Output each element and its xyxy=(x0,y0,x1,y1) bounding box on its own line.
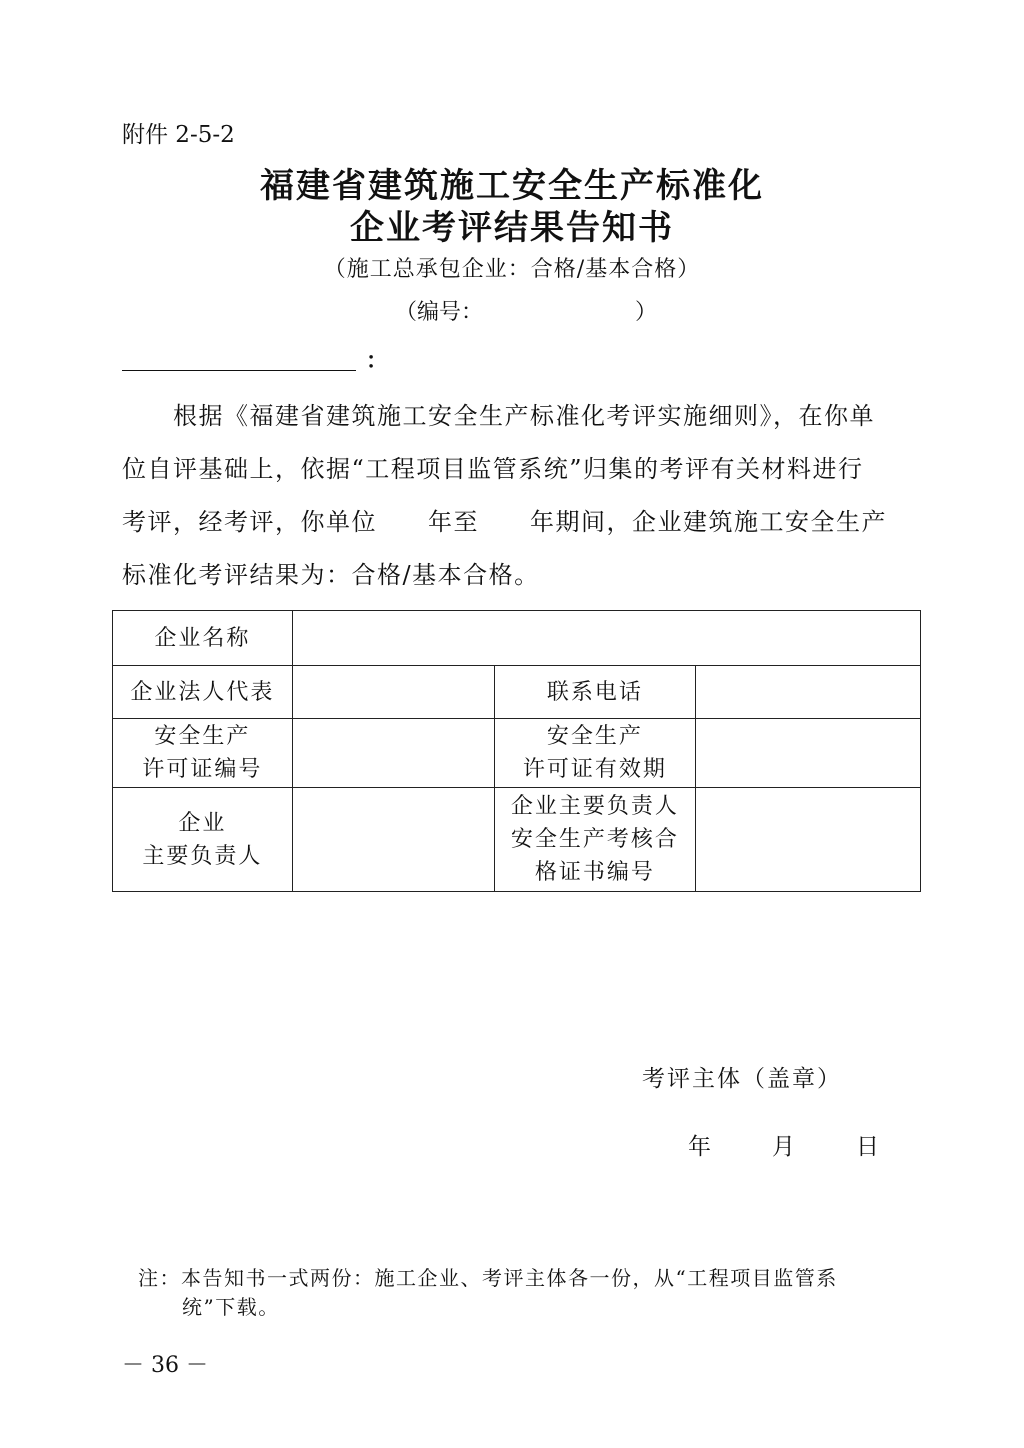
table-row xyxy=(113,719,921,788)
document-title-line-1: 福建省建筑施工安全生产标准化 xyxy=(260,166,764,206)
footnote-line: 统”下载。 xyxy=(182,1295,280,1319)
permit-validity-label-line: 安全生产 xyxy=(546,724,643,749)
permit-number-label xyxy=(113,719,293,788)
footnote-line: 注：本告知书一式两份：施工企业、考评主体各一份，从“工程项目监管系 xyxy=(138,1266,838,1290)
principal-certificate-label xyxy=(494,788,696,892)
certificate-label-line: 安全生产考核合 xyxy=(510,827,679,852)
permit-validity-label-line: 许可证有效期 xyxy=(522,757,667,782)
company-name-label: 企业名称 xyxy=(113,611,293,666)
evaluator-seal-label: 考评主体（盖章） xyxy=(642,1066,842,1092)
addressee-blank-line xyxy=(122,370,356,371)
certificate-label-line: 格证书编号 xyxy=(534,860,655,885)
permit-number-label-line: 安全生产 xyxy=(154,724,251,749)
page-number: － 36 － xyxy=(122,1353,208,1378)
addressee-colon: ： xyxy=(366,348,389,374)
year-label: 年 xyxy=(688,1134,711,1160)
body-paragraph-line: 考评，经考评，你单位 年至 年期间，企业建筑施工安全生产 xyxy=(122,508,887,536)
permit-validity-label xyxy=(494,719,696,788)
phone-field xyxy=(696,666,921,719)
day-label: 日 xyxy=(856,1134,879,1160)
body-paragraph-line: 根据《福建省建筑施工安全生产标准化考评实施细则》，在你单 xyxy=(122,402,875,430)
table-row xyxy=(113,788,921,892)
number-label: （编号： xyxy=(395,300,484,325)
document-number xyxy=(395,295,658,326)
legal-rep-label: 企业法人代表 xyxy=(113,666,293,719)
legal-rep-field xyxy=(292,666,494,719)
table-row xyxy=(113,611,921,666)
principal-field xyxy=(292,788,494,892)
company-name-field xyxy=(292,611,920,666)
phone-label: 联系电话 xyxy=(494,666,696,719)
certificate-label-line: 企业主要负责人 xyxy=(510,794,679,819)
body-paragraph-line: 位自评基础上，依据“工程项目监管系统”归集的考评有关材料进行 xyxy=(122,455,864,483)
number-close-paren: ） xyxy=(635,300,658,325)
permit-number-field xyxy=(292,719,494,788)
permit-validity-field xyxy=(696,719,921,788)
company-info-table xyxy=(112,610,921,892)
document-title-line-2: 企业考评结果告知书 xyxy=(350,208,674,248)
principal-label-line: 主要负责人 xyxy=(142,843,263,869)
document-subtitle: （施工总承包企业：合格/基本合格） xyxy=(323,257,701,282)
month-label: 月 xyxy=(772,1134,795,1160)
permit-number-label-line: 许可证编号 xyxy=(142,757,263,782)
principal-label xyxy=(113,788,293,892)
principal-certificate-field xyxy=(696,788,921,892)
attachment-label: 附件 2-5-2 xyxy=(122,122,235,148)
principal-label-line: 企业 xyxy=(178,810,227,836)
table-row xyxy=(113,666,921,719)
body-paragraph-line: 标准化考评结果为：合格/基本合格。 xyxy=(122,561,540,589)
